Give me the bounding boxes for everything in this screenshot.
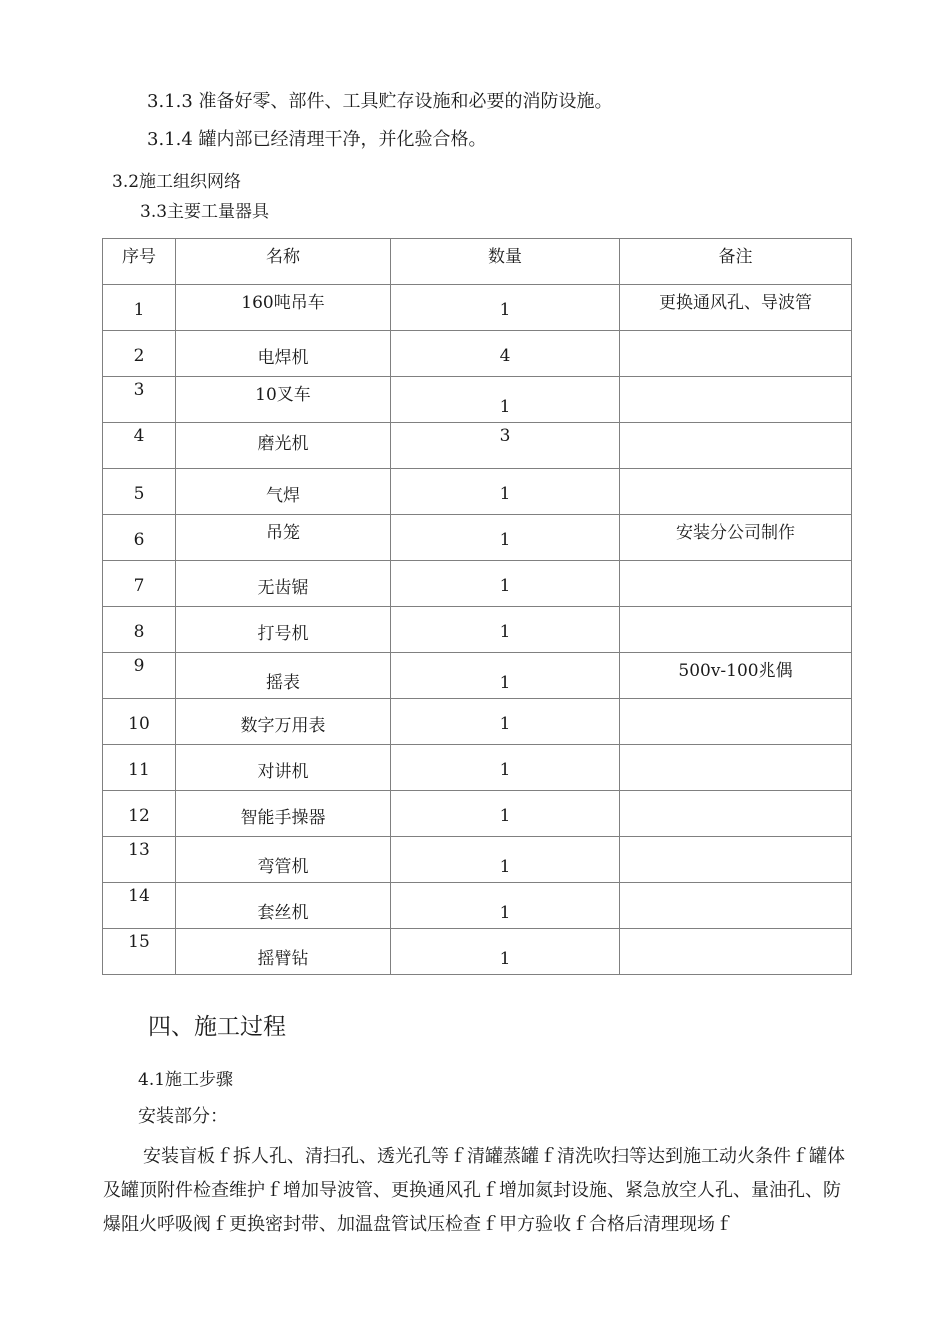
table-row	[103, 929, 852, 975]
cell-qty: 1	[391, 515, 620, 561]
table-row	[103, 607, 852, 653]
cell-no: 13	[103, 837, 176, 883]
cell-note	[620, 423, 852, 469]
cell-qty: 1	[391, 791, 620, 837]
cell-no: 2	[103, 331, 176, 377]
cell-note	[620, 377, 852, 423]
cell-name: 弯管机	[176, 837, 391, 883]
cell-qty: 1	[391, 883, 620, 929]
cell-note: 安装分公司制作	[620, 515, 852, 561]
cell-name: 数字万用表	[176, 699, 391, 745]
cell-name: 套丝机	[176, 883, 391, 929]
cell-qty: 1	[391, 285, 620, 331]
cell-qty: 1	[391, 469, 620, 515]
cell-note	[620, 929, 852, 975]
table-row	[103, 423, 852, 469]
table-row	[103, 791, 852, 837]
section-4-1-heading: 4.1施工步骤	[138, 1070, 234, 1090]
cell-note	[620, 607, 852, 653]
cell-name: 无齿锯	[176, 561, 391, 607]
cell-name: 磨光机	[176, 423, 391, 469]
cell-name: 160吨吊车	[176, 285, 391, 331]
table-row	[103, 285, 852, 331]
cell-no: 1	[103, 285, 176, 331]
cell-note	[620, 699, 852, 745]
cell-qty: 4	[391, 331, 620, 377]
table-row	[103, 653, 852, 699]
cell-qty: 1	[391, 699, 620, 745]
table-row	[103, 377, 852, 423]
section-3-3-heading: 3.3主要工量器具	[140, 202, 270, 222]
cell-name: 电焊机	[176, 331, 391, 377]
table-row	[103, 699, 852, 745]
cell-no: 11	[103, 745, 176, 791]
cell-name: 对讲机	[176, 745, 391, 791]
table-row	[103, 745, 852, 791]
table-row	[103, 561, 852, 607]
chapter-4-title: 四、施工过程	[148, 1014, 286, 1040]
cell-note	[620, 883, 852, 929]
cell-qty: 1	[391, 607, 620, 653]
cell-note	[620, 745, 852, 791]
cell-no: 6	[103, 515, 176, 561]
cell-no: 7	[103, 561, 176, 607]
cell-name: 10叉车	[176, 377, 391, 423]
section-3-2-heading: 3.2施工组织网络	[112, 172, 242, 192]
cell-qty: 1	[391, 837, 620, 883]
cell-no: 4	[103, 423, 176, 469]
cell-name: 智能手操器	[176, 791, 391, 837]
cell-name: 吊笼	[176, 515, 391, 561]
cell-note	[620, 469, 852, 515]
header-note: 备注	[620, 239, 852, 285]
cell-qty: 1	[391, 745, 620, 791]
cell-no: 5	[103, 469, 176, 515]
install-label: 安装部分：	[138, 1106, 228, 1127]
cell-name: 摇臂钻	[176, 929, 391, 975]
cell-name: 气焊	[176, 469, 391, 515]
table-row	[103, 837, 852, 883]
tools-table	[102, 238, 852, 975]
header-qty: 数量	[391, 239, 620, 285]
cell-note	[620, 331, 852, 377]
cell-qty: 3	[391, 423, 620, 469]
table-header-row	[103, 239, 852, 285]
cell-no: 10	[103, 699, 176, 745]
cell-qty: 1	[391, 377, 620, 423]
table-row	[103, 515, 852, 561]
cell-note: 更换通风孔、导波管	[620, 285, 852, 331]
section-3-1-3: 3.1.3 准备好零、部件、工具贮存设施和必要的消防设施。	[147, 91, 613, 112]
cell-qty: 1	[391, 929, 620, 975]
cell-qty: 1	[391, 653, 620, 699]
table-row	[103, 331, 852, 377]
section-3-1-4: 3.1.4 罐内部已经清理干净，并化验合格。	[147, 129, 487, 150]
cell-name: 打号机	[176, 607, 391, 653]
install-steps-paragraph: 安装盲板ｆ拆人孔、清扫孔、透光孔等ｆ清罐蒸罐ｆ清洗吹扫等达到施工动火条件ｆ罐体及罐顶附件检查维护ｆ增加导波管、更换通风孔ｆ增加氮封设施、紧急放空人孔、量油孔、防爆阻火呼吸阀ｆ更换密封带、加温盘管试压检查ｆ甲方验收ｆ合格后清理现场ｆ	[103, 1146, 845, 1235]
table-row	[103, 883, 852, 929]
cell-note: 500v-100兆偶	[620, 653, 852, 699]
cell-no: 8	[103, 607, 176, 653]
cell-no: 9	[103, 653, 176, 699]
cell-no: 15	[103, 929, 176, 975]
cell-no: 3	[103, 377, 176, 423]
cell-qty: 1	[391, 561, 620, 607]
cell-no: 12	[103, 791, 176, 837]
cell-no: 14	[103, 883, 176, 929]
cell-name: 摇表	[176, 653, 391, 699]
header-no: 序号	[103, 239, 176, 285]
header-name: 名称	[176, 239, 391, 285]
cell-note	[620, 791, 852, 837]
cell-note	[620, 837, 852, 883]
cell-note	[620, 561, 852, 607]
table-row	[103, 469, 852, 515]
